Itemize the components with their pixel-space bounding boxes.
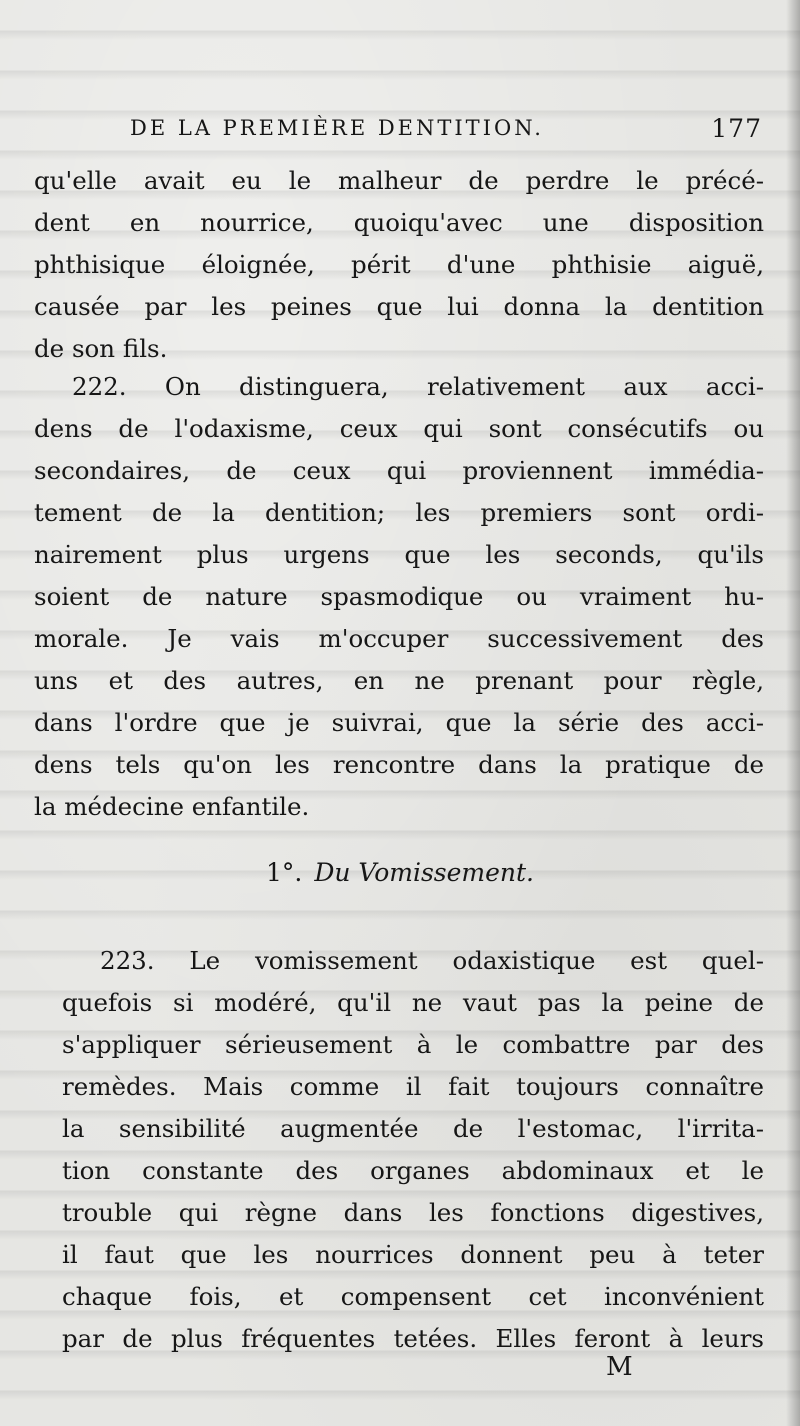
text-line: dent en nourrice, quoiqu'avec une disposition [34, 208, 764, 237]
text-line: la sensibilité augmentée de l'estomac, l'irrita- [62, 1114, 764, 1143]
text-line: morale. Je vais m'occuper successivement des [34, 624, 764, 653]
text-line: remèdes. Mais comme il fait toujours connaître [62, 1072, 764, 1101]
text-line: nairement plus urgens que les seconds, qu'ils [34, 540, 764, 569]
text-line: chaque fois, et compensent cet inconvénient [62, 1282, 764, 1311]
text-line: de son fils. [34, 334, 168, 363]
text-line: phthisique éloignée, périt d'une phthisie aiguë, [34, 250, 764, 279]
text-line: soient de nature spasmodique ou vraiment hu- [34, 582, 764, 611]
text-line: tement de la dentition; les premiers sont ordi- [34, 498, 764, 527]
text-line: la médecine enfantile. [34, 792, 310, 821]
text-line: uns et des autres, en ne prenant pour règle, [34, 666, 764, 695]
text-line: qu'elle avait eu le malheur de perdre le précé- [34, 166, 764, 195]
text-line: dens tels qu'on les rencontre dans la pratique de [34, 750, 764, 779]
text-line: secondaires, de ceux qui proviennent immédia- [34, 456, 764, 485]
text-line: tion constante des organes abdominaux et le [62, 1156, 764, 1185]
section-heading [0, 858, 800, 887]
text-line: 223. Le vomissement odaxistique est quel- [100, 946, 764, 975]
text-line: il faut que les nourrices donnent peu à teter [62, 1240, 764, 1269]
text-line: 222. On distinguera, relativement aux acci- [72, 372, 764, 401]
page-header [130, 114, 762, 148]
text-line: causée par les peines que lui donna la dentition [34, 292, 764, 321]
text-line: dans l'ordre que je suivrai, que la série des acci- [34, 708, 764, 737]
paragraph-223 [62, 940, 764, 1360]
section-title: Du Vomissement. [314, 858, 534, 887]
text-line: trouble qui règne dans les fonctions digestives, [62, 1198, 764, 1227]
section-number: 1°. [265, 858, 303, 887]
signature-mark: M [606, 1352, 634, 1382]
paragraph-222 [34, 366, 764, 828]
text-line: dens de l'odaxisme, ceux qui sont consécutifs ou [34, 414, 764, 443]
page-number: 177 [711, 114, 762, 143]
text-line: quefois si modéré, qu'il ne vaut pas la peine de [62, 988, 764, 1017]
running-head: DE LA PREMIÈRE DENTITION. [130, 116, 544, 140]
text-line: s'appliquer sérieusement à le combattre par des [62, 1030, 764, 1059]
text-line: par de plus fréquentes tetées. Elles feront à leurs [62, 1324, 764, 1353]
page-edge-shadow [786, 0, 800, 1426]
paragraph-continuation [34, 160, 764, 370]
